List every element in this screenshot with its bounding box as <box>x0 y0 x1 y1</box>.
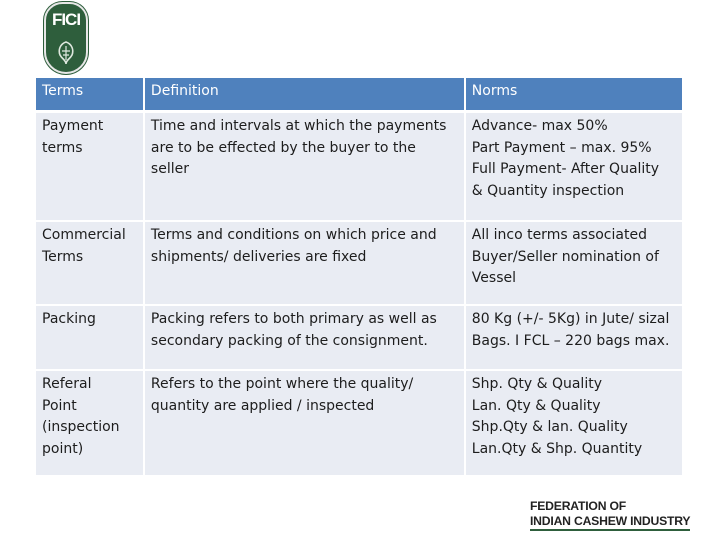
wordmark-line-1: FEDERATION OF <box>530 499 627 513</box>
definition-cell <box>145 113 466 222</box>
term-line: Commercial <box>42 227 126 243</box>
norms-cell <box>466 222 684 306</box>
norms-cell <box>466 371 684 477</box>
norms-line: Buyer/Seller nomination of <box>471 248 659 265</box>
definition-line: secondary packing of the consignment. <box>150 332 428 349</box>
header-definition: Definition <box>145 78 466 113</box>
norms-line: Shp. Qty & Quality <box>471 376 602 392</box>
norms-line: 80 Kg (+/- 5Kg) in Jute/ sizal <box>471 311 670 327</box>
definition-cell <box>145 371 466 477</box>
definition-cell <box>145 306 466 371</box>
norms-line: Lan.Qty & Shp. Quantity <box>471 440 643 457</box>
norms-line: All inco terms associated <box>471 227 647 243</box>
table-row <box>36 371 684 477</box>
term-cell <box>36 371 145 477</box>
definition-line: shipments/ deliveries are fixed <box>150 248 367 265</box>
term-line: terms <box>42 139 83 156</box>
definition-line: Time and intervals at which the payments <box>150 118 447 134</box>
wordmark-line-2: INDIAN CASHEW INDUSTRY <box>530 514 690 531</box>
cashew-emblem-icon <box>54 40 78 66</box>
definition-line: Packing refers to both primary as well as <box>150 311 437 327</box>
norms-cell <box>466 306 684 371</box>
term-line: Terms <box>42 248 84 265</box>
logo-text: FICI <box>51 10 81 29</box>
norms-line: Advance- max 50% <box>471 118 608 134</box>
norms-line: Lan. Qty & Quality <box>471 397 601 414</box>
term-cell <box>36 306 145 371</box>
definition-line: are to be effected by the buyer to the <box>150 139 416 156</box>
norms-cell <box>466 113 684 222</box>
norms-line: Bags. I FCL – 220 bags max. <box>471 332 670 349</box>
fici-logo <box>44 2 88 74</box>
term-line: Payment <box>42 118 104 134</box>
term-line: Packing <box>42 311 96 327</box>
header-norms: Norms <box>466 78 684 113</box>
norms-line: Part Payment – max. 95% <box>471 139 652 156</box>
norms-line: & Quantity inspection <box>471 182 625 199</box>
norms-line: Full Payment- After Quality <box>471 161 660 177</box>
terms-table <box>36 78 684 477</box>
definition-cell <box>145 222 466 306</box>
term-line: (inspection <box>42 419 120 435</box>
term-cell <box>36 222 145 306</box>
norms-line: Vessel <box>471 270 516 286</box>
definition-line: seller <box>150 161 189 177</box>
term-line: point) <box>42 440 84 457</box>
header-terms: Terms <box>36 78 145 113</box>
table-row <box>36 306 684 371</box>
norms-line: Shp.Qty & lan. Quality <box>471 419 628 435</box>
table-header-row <box>36 78 684 113</box>
definition-line: quantity are applied / inspected <box>150 397 375 414</box>
term-line: Referal <box>42 376 92 392</box>
table-row <box>36 113 684 222</box>
term-line: Point <box>42 397 77 414</box>
definition-line: Terms and conditions on which price and <box>150 227 437 243</box>
term-cell <box>36 113 145 222</box>
definition-line: Refers to the point where the quality/ <box>150 376 414 392</box>
table-row <box>36 222 684 306</box>
federation-wordmark <box>530 499 716 531</box>
